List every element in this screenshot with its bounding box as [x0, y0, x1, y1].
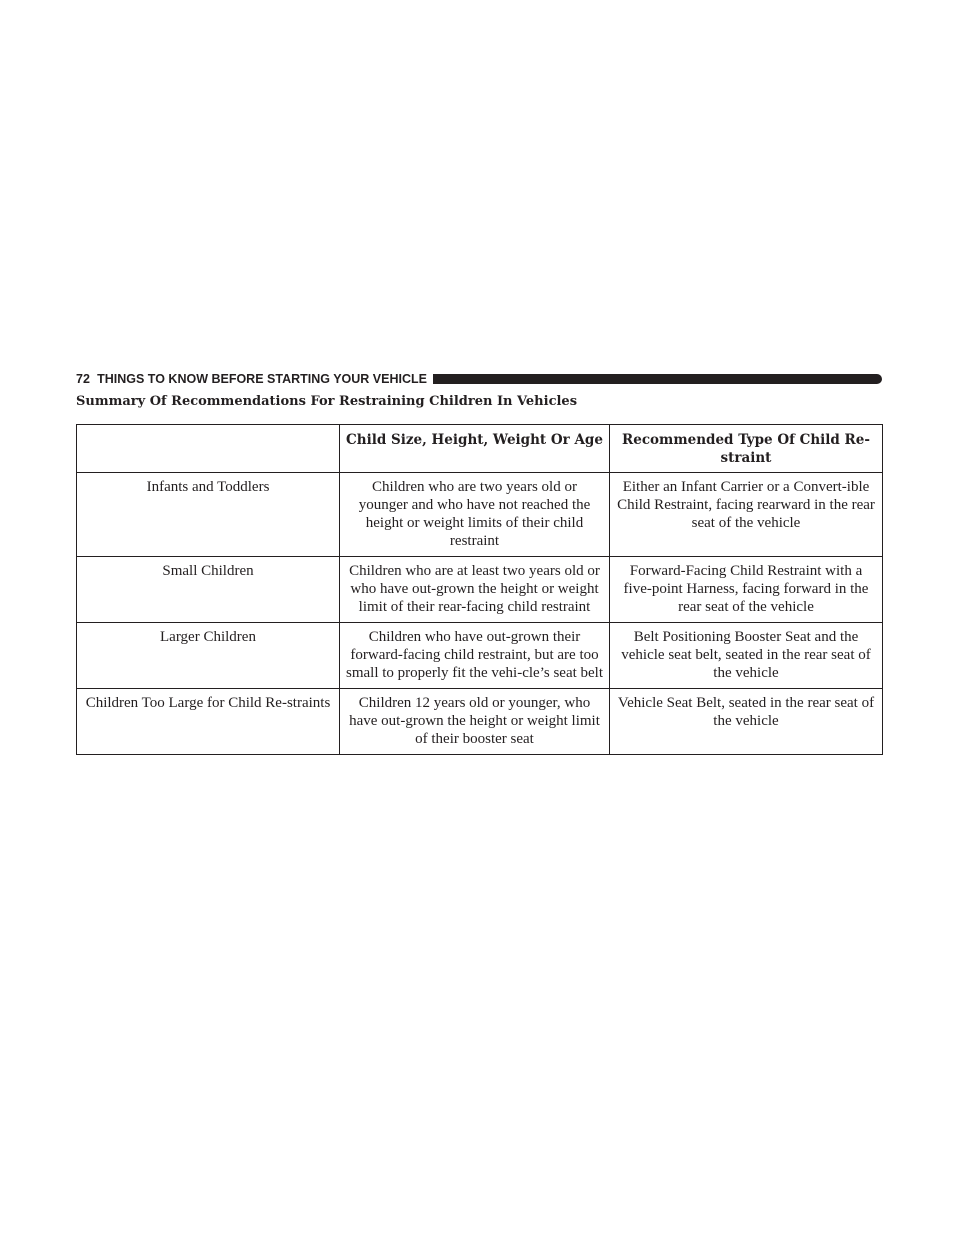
- page-header: [76, 371, 882, 387]
- column-header-child-size: Child Size, Height, Weight Or Age: [340, 425, 610, 473]
- header-rule: [433, 374, 882, 384]
- section-title: THINGS TO KNOW BEFORE STARTING YOUR VEHICLE: [97, 372, 427, 386]
- table-row: [77, 557, 883, 623]
- row-child-size: Children 12 years old or younger, who have out-grown the height or weight limit of their booster seat: [340, 689, 610, 755]
- recommendations-table: [76, 424, 883, 755]
- row-category: Small Children: [77, 557, 340, 623]
- row-restraint-type: Belt Positioning Booster Seat and the vehicle seat belt, seated in the rear seat of the vehicle: [610, 623, 883, 689]
- row-restraint-type: Forward-Facing Child Restraint with a five-point Harness, facing forward in the rear seat of the vehicle: [610, 557, 883, 623]
- table-header-row: [77, 425, 883, 473]
- column-header-restraint-type: Recommended Type Of Child Re-straint: [610, 425, 883, 473]
- row-child-size: Children who are at least two years old or who have out-grown the height or weight limit of their rear-facing child restraint: [340, 557, 610, 623]
- row-restraint-type: Either an Infant Carrier or a Convert-ible Child Restraint, facing rearward in the rear seat of the vehicle: [610, 473, 883, 557]
- row-category: Infants and Toddlers: [77, 473, 340, 557]
- page-number: 72: [76, 372, 91, 386]
- row-category: Larger Children: [77, 623, 340, 689]
- table-row: [77, 473, 883, 557]
- table-row: [77, 689, 883, 755]
- row-restraint-type: Vehicle Seat Belt, seated in the rear seat of the vehicle: [610, 689, 883, 755]
- row-category: Children Too Large for Child Re-straints: [77, 689, 340, 755]
- row-child-size: Children who are two years old or younger and who have not reached the height or weight limits of their child restraint: [340, 473, 610, 557]
- table-heading: Summary Of Recommendations For Restraining Children In Vehicles: [76, 394, 578, 409]
- column-header-category: [77, 425, 340, 473]
- table-row: [77, 623, 883, 689]
- row-child-size: Children who have out-grown their forward-facing child restraint, but are too small to properly fit the vehi-cle’s seat belt: [340, 623, 610, 689]
